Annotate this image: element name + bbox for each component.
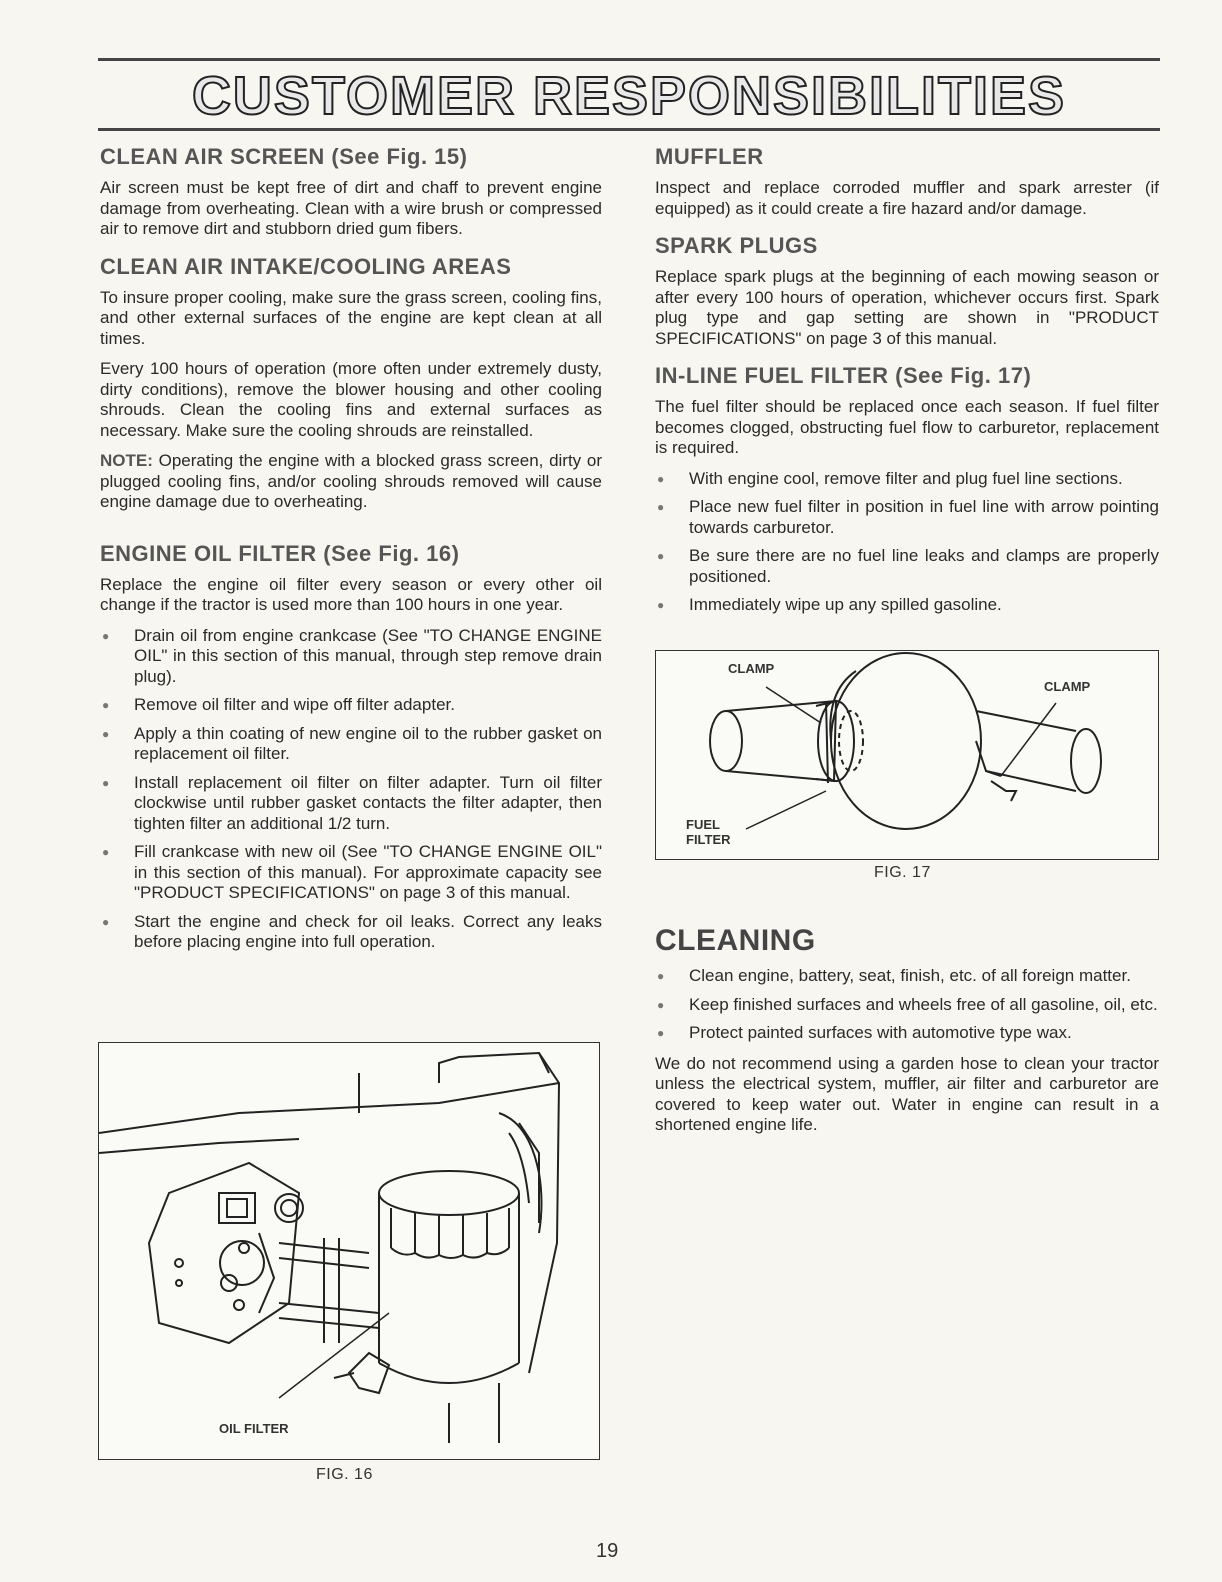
oil-filter-steps (100, 626, 602, 953)
note-text: Operating the engine with a blocked grass screen, dirty or plugged cooling fins, and/or cooling shrouds removed will cause engine damage due to overheating. (100, 451, 602, 511)
fuel-filter-label: FUEL FILTER (686, 817, 731, 847)
list-item: ● Place new fuel filter in position in fuel line with arrow pointing towards carburetor. (657, 497, 1159, 537)
fuel-filter-intro: The fuel filter should be replaced once each season. If fuel filter becomes clogged, obstructing fuel flow to carburetor, replacement is required. (655, 397, 1159, 457)
intake-heading: CLEAN AIR INTAKE/COOLING AREAS (100, 253, 512, 279)
note-label: NOTE: (100, 451, 153, 470)
list-item: ● Install replacement oil filter on filter adapter. Turn oil filter clockwise until rubber gasket contacts the filter adapter, then tighten filter an additional 1/2 turn. (102, 772, 602, 833)
fig-16-caption: FIG. 16 (316, 1466, 373, 1483)
figure-17-fuel-filter (655, 650, 1159, 860)
list-item: ● With engine cool, remove filter and plug fuel line sections. (657, 468, 1123, 488)
page-number: 19 (596, 1540, 619, 1562)
oil-filter-heading: ENGINE OIL FILTER (See Fig. 16) (100, 540, 460, 566)
oil-filter-intro: Replace the engine oil filter every season or every other oil change if the tractor is used more than 100 hours in one year. (100, 574, 602, 614)
top-rule (98, 58, 1160, 61)
fuel-filter-heading: IN-LINE FUEL FILTER (See Fig. 17) (655, 363, 1032, 388)
list-item: ● Immediately wipe up any spilled gasoline. (657, 595, 1002, 614)
page-title: CUSTOMER RESPONSIBILITIES (191, 66, 1067, 126)
fig-17-caption: FIG. 17 (874, 864, 931, 881)
spark-plugs-text: Replace spark plugs at the beginning of each mowing season or after every 100 hours of operation, whichever occurs first. Spark plug type and gap setting are shown in "PRODUCT SPECIFICATIONS" on page 3 of this manual. (655, 267, 1159, 348)
figure-16-oil-filter (98, 1042, 600, 1460)
list-item: ● Clean engine, battery, seat, finish, etc. of all foreign matter. (657, 966, 1131, 985)
oil-filter-illustration (99, 1043, 599, 1459)
intake-text-1: To insure proper cooling, make sure the grass screen, cooling fins, and other external surfaces of the engine are kept clean at all times. (100, 287, 602, 348)
list-item: ● Fill crankcase with new oil (See "TO CHANGE ENGINE OIL" in this section of this manual). For approximate capacity see "PRODUCT SPECIFICATIONS" on page 3 of this manual. (102, 842, 602, 902)
list-item: ● Keep finished surfaces and wheels free of all gasoline, oil, etc. (657, 994, 1158, 1014)
cleaning-steps (655, 966, 1159, 1044)
left-column (100, 144, 602, 963)
list-item: ● Drain oil from engine crankcase (See "TO CHANGE ENGINE OIL" in this section of this manual, through step remove drain plug). (102, 625, 602, 686)
muffler-text: Inspect and replace corroded muffler and spark arrester (if equipped) as it could create a fire hazard and/or damage. (655, 178, 1159, 218)
right-column (655, 144, 1159, 626)
list-item: ● Apply a thin coating of new engine oil to the rubber gasket on replacement oil filter. (102, 723, 602, 763)
cleaning-heading: CLEANING (655, 924, 816, 957)
oil-filter-label: OIL FILTER (219, 1421, 289, 1436)
clamp-left-label: CLAMP (728, 661, 775, 676)
muffler-heading: MUFFLER (655, 144, 764, 169)
intake-text-2: Every 100 hours of operation (more often under extremely dusty, dirty conditions), remove the blower housing and other cooling shrouds. Clean the cooling fins and external surfaces as necessary. Make sure the cooling shrouds are reinstalled. (100, 359, 602, 440)
cleaning-text: We do not recommend using a garden hose to clean your tractor unless the electrical system, muffler, air filter and carburetor are covered to keep water out. Water in engine can result in a shortened engine life. (655, 1053, 1159, 1134)
air-screen-text: Air screen must be kept free of dirt and chaff to prevent engine damage from overheating. Clean with a wire brush or compressed air to remove dirt and stubborn dried gum fibers. (100, 178, 602, 238)
list-item: ● Protect painted surfaces with automotive type wax. (657, 1023, 1072, 1042)
cleaning-section (655, 918, 1159, 1146)
fuel-filter-steps (655, 469, 1159, 616)
air-screen-heading: CLEAN AIR SCREEN (See Fig. 15) (100, 144, 468, 169)
list-item: ● Start the engine and check for oil leaks. Correct any leaks before placing engine into full operation. (102, 911, 602, 951)
clamp-right-label: CLAMP (1044, 679, 1091, 694)
spark-plugs-heading: SPARK PLUGS (655, 233, 818, 258)
intake-note (100, 451, 602, 513)
bottom-rule (98, 128, 1160, 131)
list-item: ● Be sure there are no fuel line leaks and clamps are properly positioned. (657, 546, 1159, 586)
list-item: ● Remove oil filter and wipe off filter adapter. (102, 695, 455, 714)
